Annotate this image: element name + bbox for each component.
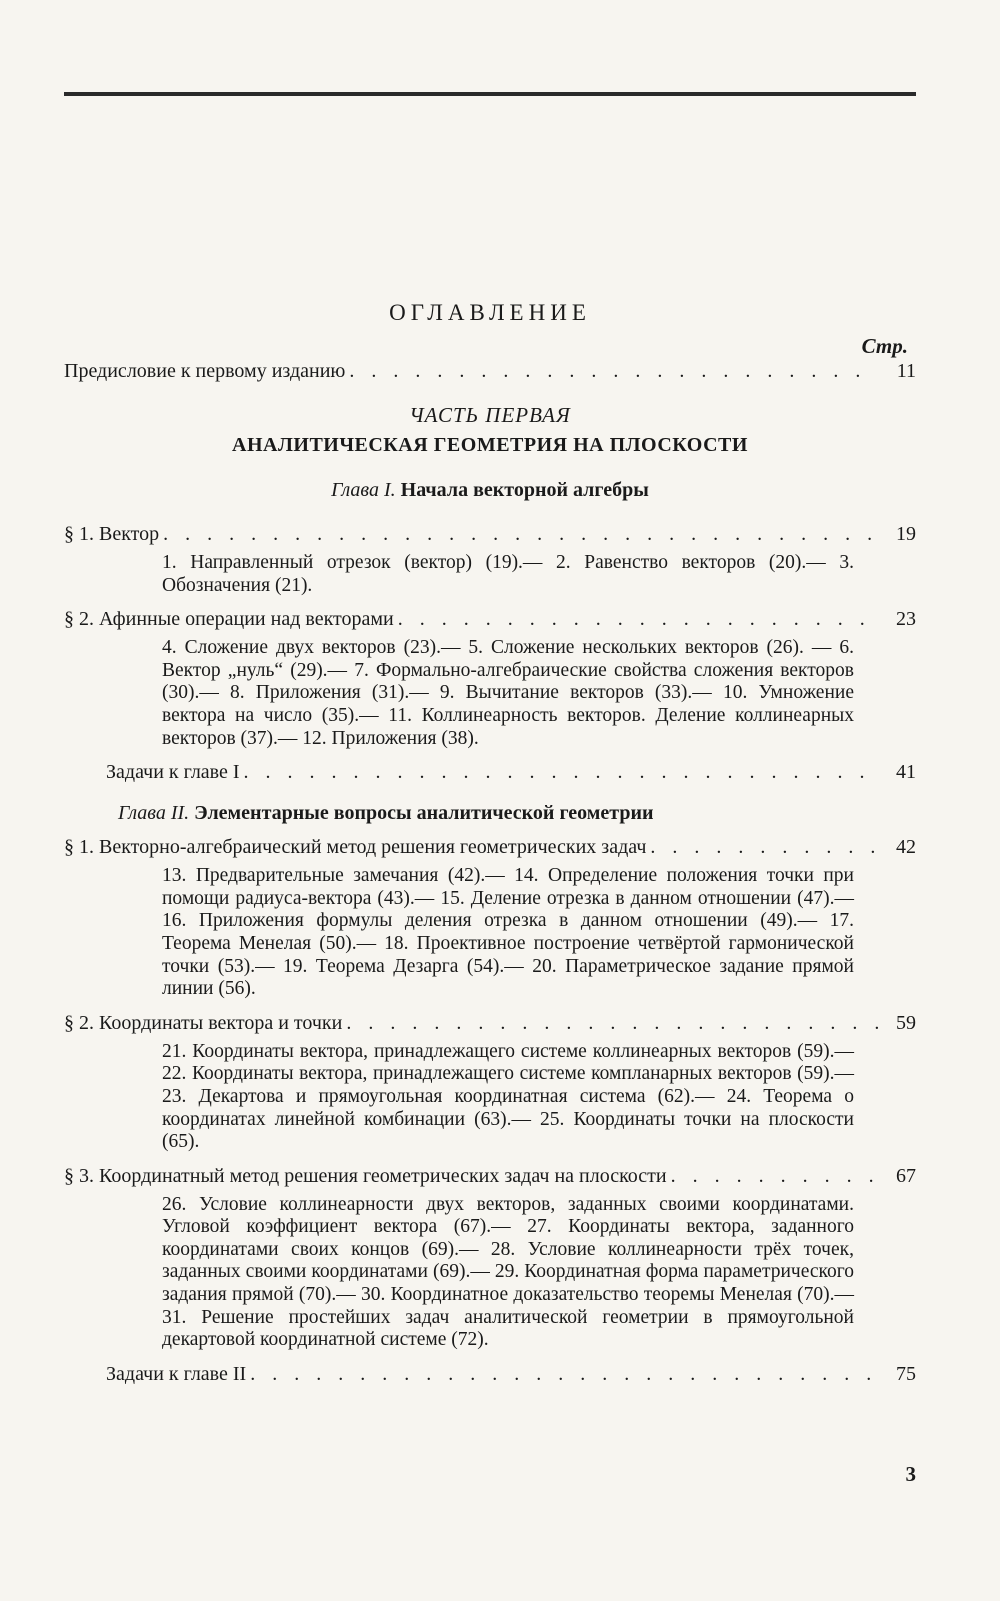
page-number: 3: [905, 1462, 916, 1486]
toc-page-number: 59: [896, 1011, 916, 1034]
toc-entry-label: § 3. Координатный метод решения геометрических задач на плоскости: [64, 1164, 667, 1187]
part-name: АНАЛИТИЧЕСКАЯ ГЕОМЕТРИЯ НА ПЛОСКОСТИ: [232, 434, 748, 456]
section-contents: 21. Координаты вектора, принадлежащего системе коллинеарных векторов (59).— 22. Координаты вектора, принадлежащего системе компланарных векторов (59).— 23. Декартова и прямоугольная координатная система (62).— 24. Теорема о координатах линейной комбинации (63).— 25. Координаты точки на плоскости (65).: [162, 1040, 854, 1153]
toc-entry-label: Предисловие к первому изданию: [64, 360, 346, 382]
toc-entry-label: Задачи к главе I: [106, 761, 240, 784]
page-title: ОГЛАВЛЕНИЕ: [389, 300, 591, 325]
chapter-heading-2: [64, 802, 916, 825]
toc-entry-label: § 1. Векторно-алгебраический метод решения геометрических задач: [64, 836, 647, 859]
toc-entry-label: § 2. Координаты вектора и точки: [64, 1011, 343, 1034]
toc-entry-ch1-s1[interactable]: [64, 522, 916, 546]
section-contents: 1. Направленный отрезок (вектор) (19).— 2. Равенство векторов (20).— 3. Обозначения (21).: [162, 552, 854, 596]
toc-page-number: 67: [896, 1164, 916, 1187]
top-rule: [64, 92, 916, 96]
dot-leader: [671, 1164, 878, 1188]
chapter-heading-1: [64, 479, 916, 502]
toc-page-number: 75: [896, 1362, 916, 1385]
section-contents: 4. Сложение двух векторов (23).— 5. Сложение нескольких векторов (26). — 6. Вектор „нуль“ (29).— 7. Формально-алгебраические свойства сложения векторов (30).— 8. Приложения (31).— 9. Вычитание векторов (33).— 10. Умножение вектора на число (35).— 11. Коллинеарность векторов. Деление коллинеарных векторов (37).— 12. Приложения (38).: [162, 637, 854, 749]
toc-entry-ch2-problems[interactable]: [64, 1362, 916, 1386]
page-column-label: Стр.: [861, 334, 908, 358]
toc-page-number: 19: [896, 523, 916, 545]
toc-entry-label: § 2. Афинные операции над векторами: [64, 608, 394, 631]
chapter-name: Начала векторной алгебры: [400, 479, 649, 501]
toc-entry-ch2-s3[interactable]: [64, 1164, 916, 1188]
chapter-label: Глава II.: [118, 802, 190, 825]
toc-entry-preface[interactable]: [64, 359, 916, 383]
toc-page: [64, 300, 916, 1386]
section-contents: 26. Условие коллинеарности двух векторов, заданных своими координатами. Угловой коэффициент вектора (67).— 27. Координаты вектора, заданного координатами своих концов (69).— 28. Условие коллинеарности трёх точек, заданных своими координатами (69).— 29. Координатная форма параметрического задания прямой (70).— 30. Координатное доказательство теоремы Менелая (70).— 31. Решение простейших задач аналитической геометрии в прямоугольной декартовой координатной системе (72).: [162, 1193, 854, 1351]
dot-leader: [346, 1011, 878, 1035]
section-contents: 13. Предварительные замечания (42).— 14. Определение положения точки при помощи радиуса-вектора (43).— 15. Деление отрезка в данном отношении (47).— 16. Приложения формулы деления отрезка в данном отношении (49).— 17. Теорема Менелая (50).— 18. Проективное построение четвёртой гармонической точки (53).— 19. Теорема Дезарга (54).— 20. Параметрическое задание прямой линии (56).: [162, 865, 854, 1000]
dot-leader: [244, 760, 878, 784]
toc-page-number: 41: [896, 761, 916, 784]
toc-page-number: 11: [896, 360, 916, 382]
chapter-label: Глава I.: [331, 479, 396, 501]
toc-entry-label: Задачи к главе II: [106, 1362, 247, 1385]
dot-leader: [650, 835, 878, 859]
toc-entry-ch1-s2[interactable]: [64, 607, 916, 631]
toc-page-number: 23: [896, 608, 916, 631]
toc-entry-ch1-problems[interactable]: [64, 760, 916, 784]
dot-leader: [163, 522, 878, 546]
dot-leader: [250, 1362, 878, 1386]
toc-entry-ch2-s2[interactable]: [64, 1011, 916, 1035]
toc-page-number: 42: [896, 836, 916, 859]
chapter-name: Элементарные вопросы аналитической геометрии: [194, 802, 654, 825]
part-title: ЧАСТЬ ПЕРВАЯ: [409, 403, 571, 427]
dot-leader: [398, 607, 878, 631]
dot-leader: [349, 359, 878, 383]
toc-entry-ch2-s1[interactable]: [64, 835, 916, 859]
toc-entry-label: § 1. Вектор: [64, 523, 160, 545]
